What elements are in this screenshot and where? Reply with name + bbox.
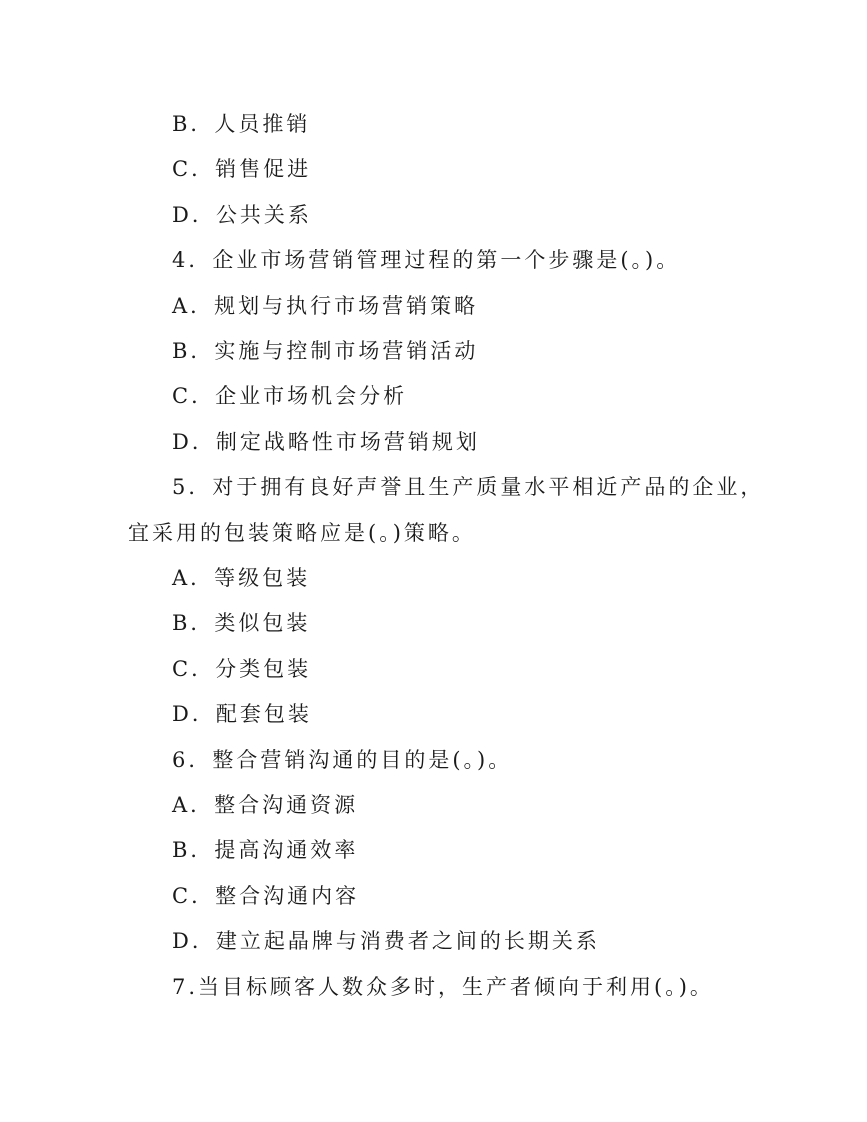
- question-6: 6．整合营销沟通的目的是(。)。: [172, 748, 513, 772]
- option-d-q3: D．公共关系: [172, 203, 312, 227]
- question-5-line-2: 宜采用的包装策略应是(。)策略。: [128, 521, 476, 545]
- question-5-line-1: 5．对于拥有良好声誉且生产质量水平相近产品的企业，: [172, 475, 765, 499]
- option-b-q5: B．类似包装: [172, 611, 311, 635]
- option-d-q6: D．建立起晶牌与消费者之间的长期关系: [172, 929, 600, 953]
- option-b-q3: B．人员推销: [172, 112, 311, 136]
- option-a-q5: A．等级包装: [172, 566, 311, 590]
- option-c-q5: C．分类包装: [172, 657, 312, 681]
- option-d-q4: D．制定战略性市场营销规划: [172, 430, 480, 454]
- option-d-q5: D．配套包装: [172, 702, 312, 726]
- question-7: 7.当目标顾客人数众多时，生产者倾向于利用(。)。: [172, 975, 714, 999]
- option-c-q4: C．企业市场机会分析: [172, 384, 408, 408]
- option-c-q6: C．整合沟通内容: [172, 884, 360, 908]
- option-b-q4: B．实施与控制市场营销活动: [172, 339, 479, 363]
- option-a-q4: A．规划与执行市场营销策略: [172, 294, 479, 318]
- option-c-q3: C．销售促进: [172, 157, 312, 181]
- question-4: 4．企业市场营销管理过程的第一个步骤是(。)。: [172, 248, 681, 272]
- option-a-q6: A．整合沟通资源: [172, 793, 359, 817]
- option-b-q6: B．提高沟通效率: [172, 838, 359, 862]
